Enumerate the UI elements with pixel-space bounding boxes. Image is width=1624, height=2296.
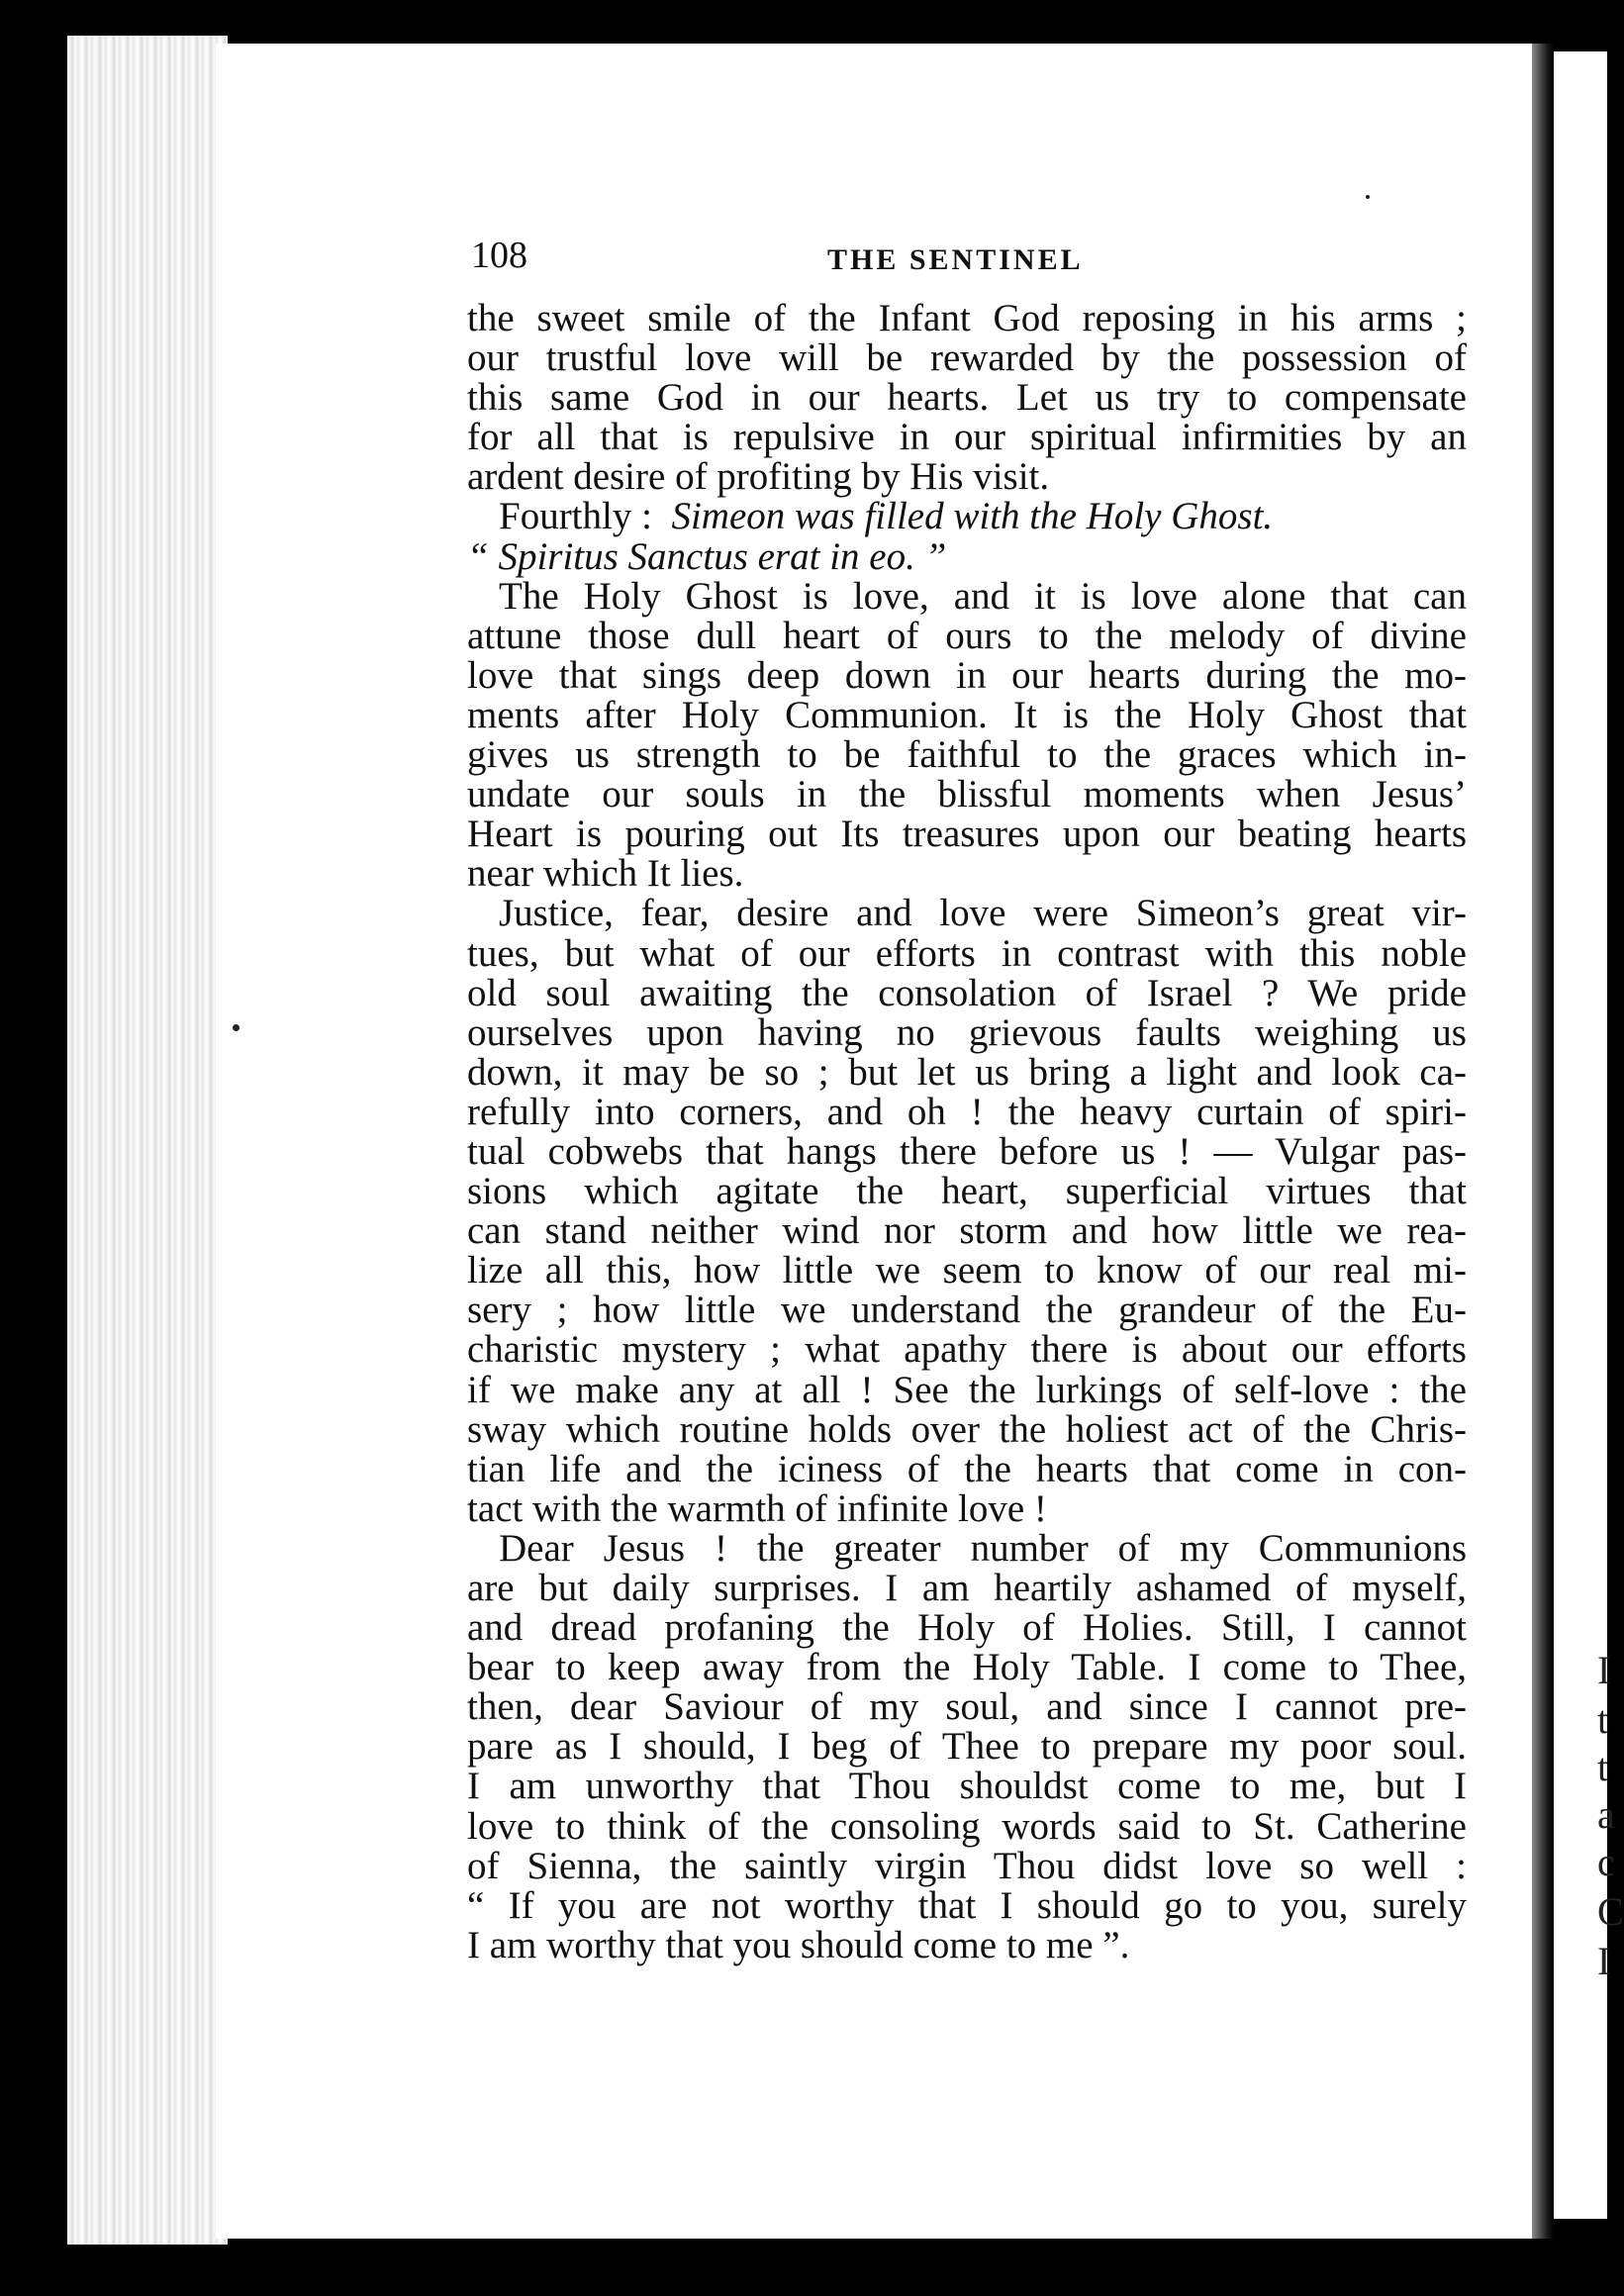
text-line: ments after Holy Communion. It is the Holy Ghost that xyxy=(467,693,1467,736)
text-line: “ If you are not worthy that I should go to you, surely xyxy=(467,1883,1467,1927)
text-line: Dear Jesus ! the greater number of my Communions xyxy=(499,1526,1467,1570)
text-line: refully into corners, and oh ! the heavy curtain of spiri- xyxy=(467,1090,1467,1133)
text-line: tact with the warmth of infinite love ! xyxy=(467,1486,1047,1530)
facing-page-fragment: I xyxy=(1597,1939,1611,1983)
text-line: bear to keep away from the Holy Table. I come to Thee, xyxy=(467,1646,1467,1689)
running-title: THE SENTINEL xyxy=(827,243,1084,276)
book-gutter-shadow xyxy=(1532,44,1554,2239)
text-line: pare as I should, I beg of Thee to prepare my poor soul. xyxy=(467,1725,1467,1769)
text-line: of Sienna, the saintly virgin Thou didst love so well : xyxy=(467,1844,1467,1887)
scan-speck xyxy=(1366,195,1370,199)
text-line: tual cobwebs that hangs there before us ! — Vulgar pas- xyxy=(467,1129,1467,1173)
text-line: Justice, fear, desire and love were Simeon’s great vir- xyxy=(499,892,1467,935)
text-line: love to think of the consoling words said to St. Catherine xyxy=(467,1804,1467,1848)
page-number: 108 xyxy=(471,235,527,276)
facing-page-fragment: C xyxy=(1597,1889,1624,1934)
text-line xyxy=(467,497,1467,536)
italic-text-run: Simeon was filled with the Holy Ghost. xyxy=(671,495,1274,538)
text-line: ardent desire of profiting by His visit. xyxy=(467,455,1050,499)
text-line: ourselves upon having no grievous faults weighing us xyxy=(467,1010,1467,1054)
facing-page-fragment: t xyxy=(1597,1697,1609,1742)
text-line: gives us strength to be faithful to the graces which in- xyxy=(467,733,1467,777)
text-line: attune those dull heart of ours to the melody of divine xyxy=(467,614,1467,657)
text-line: the sweet smile of the Infant God reposing in his arms ; xyxy=(467,297,1467,339)
text-line: lize all this, how little we seem to know of our real mi- xyxy=(467,1249,1467,1292)
italic-text-run: “ Spiritus Sanctus erat in eo. ” xyxy=(467,534,947,578)
text-line: I am worthy that you should come to me ”. xyxy=(467,1923,1130,1966)
text-run: Fourthly : xyxy=(499,495,652,538)
facing-page-edge xyxy=(1554,51,1624,2219)
text-line: I am unworthy that Thou shouldst come to me, but I xyxy=(467,1765,1467,1808)
text-line: sery ; how little we understand the grandeur of the Eu- xyxy=(467,1289,1467,1332)
text-line: then, dear Saviour of my soul, and since I cannot pre- xyxy=(467,1685,1467,1729)
text-line: sway which routine holds over the holiest act of the Chris- xyxy=(467,1407,1467,1451)
text-line: near which It lies. xyxy=(467,852,744,896)
body-text xyxy=(467,299,1467,1965)
text-line: our trustful love will be rewarded by the possession of xyxy=(467,336,1467,380)
text-line: are but daily surprises. I am heartily ashamed of myself, xyxy=(467,1567,1467,1609)
text-line: can stand neither wind nor storm and how little we rea- xyxy=(467,1209,1467,1253)
text-line: down, it may be so ; but let us bring a light and look ca- xyxy=(467,1050,1467,1094)
text-line: tian life and the iciness of the hearts that come in con- xyxy=(467,1447,1467,1490)
text-line: this same God in our hearts. Let us try to compensate xyxy=(467,376,1467,420)
facing-page-fragment: I xyxy=(1597,1648,1611,1692)
text-line: tues, but what of our efforts in contrast with this noble xyxy=(467,931,1467,975)
facing-page-fragment: a xyxy=(1597,1792,1615,1837)
text-line: undate our souls in the blissful moments when Jesus’ xyxy=(467,773,1467,816)
text-line: if we make any at all ! See the lurkings of self-love : the xyxy=(467,1368,1467,1411)
facing-page-fragment: c xyxy=(1597,1840,1615,1884)
text-line: charistic mystery ; what apathy there is about our efforts xyxy=(467,1328,1467,1372)
text-line: old soul awaiting the consolation of Israel ? We pride xyxy=(467,971,1467,1014)
text-line: sions which agitate the heart, superficial virtues that xyxy=(467,1170,1467,1213)
text-line: love that sings deep down in our hearts during the mo- xyxy=(467,653,1467,697)
text-line: Heart is pouring out Its treasures upon our beating hearts xyxy=(467,813,1467,856)
text-line: The Holy Ghost is love, and it is love alone that can xyxy=(499,574,1467,618)
running-head xyxy=(471,234,1481,285)
facing-page-fragment: t xyxy=(1597,1745,1609,1789)
text-line: and dread profaning the Holy of Holies. Still, I cannot xyxy=(467,1606,1467,1650)
text-line: for all that is repulsive in our spiritual infirmities by an xyxy=(467,416,1467,459)
book-page-edges xyxy=(67,36,228,2245)
scan-speck xyxy=(233,1024,239,1031)
text-line xyxy=(467,534,1467,578)
